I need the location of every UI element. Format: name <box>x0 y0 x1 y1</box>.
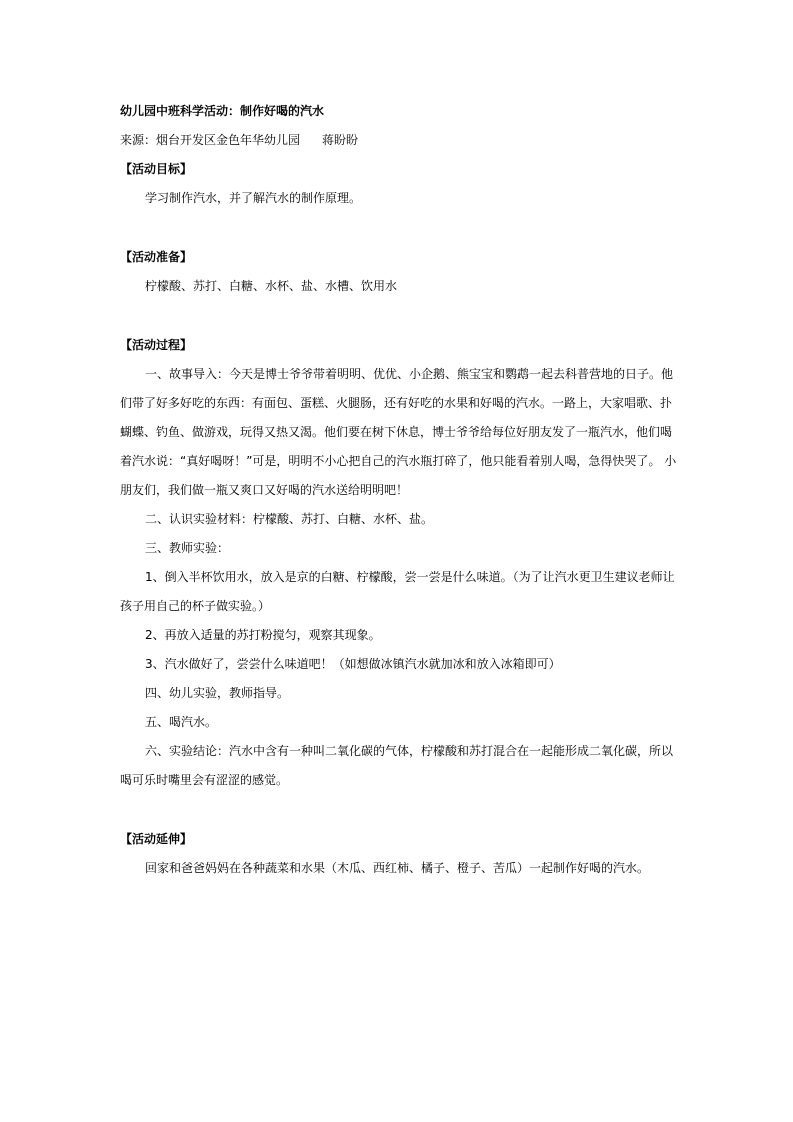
process-line: 三、教师实验： <box>145 541 230 555</box>
process-line: 一、故事导入：今天是博士爷爷带着明明、优优、小企鹅、熊宝宝和鹦鹉一起去科普营地的日子。他 <box>145 367 674 381</box>
goal-text: 学习制作汽水，并了解汽水的制作原理。 <box>145 191 362 205</box>
document-title: 幼儿园中班科学活动：制作好喝的汽水 <box>120 104 325 118</box>
process-line: 二、认识实验材料：柠檬酸、苏打、白糖、水杯、盐。 <box>145 512 434 526</box>
process-heading: 【活动过程】 <box>120 338 193 352</box>
process-line: 蝴蝶、钓鱼、做游戏，玩得又热又渴。他们要在树下休息，博士爷爷给每位好朋友发了一瓶汽水，他们喝 <box>120 425 673 439</box>
goal-heading: 【活动目标】 <box>120 162 193 176</box>
source-label: 来源：烟台开发区金色年华幼儿园 <box>120 133 301 147</box>
source-author: 蒋盼盼 <box>322 133 359 147</box>
process-line: 着汽水说：“真好喝呀！”可是，明明不小心把自己的汽水瓶打碎了，他只能看着别人喝，急得快哭了。 小 <box>120 454 677 468</box>
process-line: 2、再放入适量的苏打粉搅匀，观察其现象。 <box>145 628 381 642</box>
extension-text: 回家和爸爸妈妈在各种蔬菜和水果（木瓜、西红柿、橘子、橙子、苦瓜）一起制作好喝的汽水。 <box>145 861 650 875</box>
process-line: 们带了好多好吃的东西：有面包、蛋糕、火腿肠，还有好吃的水果和好喝的汽水。一路上，大家唱歌、扑 <box>120 396 673 410</box>
process-line: 1、倒入半杯饮用水，放入是京的白糖、柠檬酸，尝一尝是什么味道。（为了让汽水更卫生建议老师让 <box>145 570 675 584</box>
process-line: 四、幼儿实验，教师指导。 <box>145 686 290 700</box>
source-line <box>120 132 358 148</box>
process-line: 六、实验结论：汽水中含有一种叫二氧化碳的气体，柠檬酸和苏打混合在一起能形成二氧化碳，所以 <box>145 744 674 758</box>
prep-heading: 【活动准备】 <box>120 250 193 264</box>
process-line: 喝可乐时嘴里会有涩涩的感觉。 <box>120 773 289 787</box>
process-line: 孩子用自己的杯子做实验。） <box>120 599 271 613</box>
process-line: 朋友们，我们做一瓶又爽口又好喝的汽水送给明明吧！ <box>120 483 409 497</box>
prep-text: 柠檬酸、苏打、白糖、水杯、盐、水槽、饮用水 <box>145 279 398 293</box>
process-line: 五、喝汽水。 <box>145 715 218 729</box>
process-line: 3、汽水做好了，尝尝什么味道吧！（如想做冰镇汽水就加冰和放入冰箱即可） <box>145 657 561 671</box>
extension-heading: 【活动延伸】 <box>120 832 193 846</box>
